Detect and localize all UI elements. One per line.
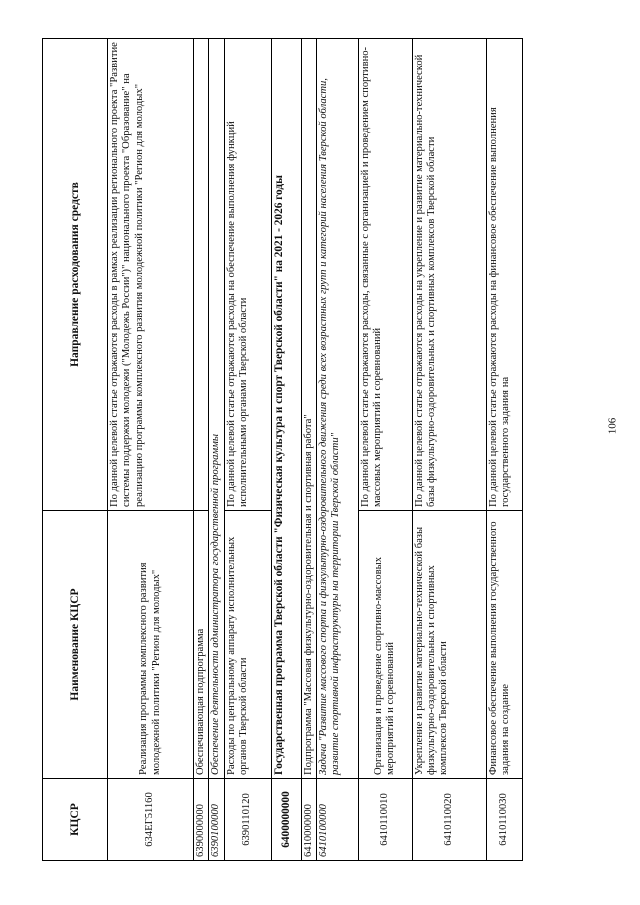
rotated-page-content [42, 39, 583, 861]
cell-direction: По данной целевой статье отражаются расходы на укрепление и развитие материально-технической базы физкультурно-оздоровительных и спортивных комплексов Тверской области [412, 39, 486, 511]
cell-code: 6410110020 [412, 779, 486, 861]
table-row [194, 39, 209, 861]
cell-code: 6390000000 [194, 779, 209, 861]
cell-name: Задача "Развитие массового спорта и физкультурно-оздоровительного движения среди всех возрастных групп и категорий населения Тверской области, развитие спортивной инфраструктуры на территории Тверской области" [316, 39, 358, 779]
cell-name: Расходы по центральному аппарату исполнительных органов Тверской области [224, 511, 271, 779]
header-code: КЦСР [43, 779, 108, 861]
cell-code: 6410110010 [358, 779, 412, 861]
cell-name: Организация и проведение спортивно-массовых мероприятий и соревнований [358, 511, 412, 779]
cell-code: 6410110030 [486, 779, 522, 861]
cell-code: 6410100000 [316, 779, 358, 861]
cell-name: Обеспечивающая подпрограмма [194, 511, 209, 779]
cell-direction: По данной целевой статье отражаются расходы, связанные с организацией и проведением спортивно-массовых мероприятий и соревнований [358, 39, 412, 511]
cell-direction: По данной целевой статье отражаются расходы на обеспечение выполнения функций исполнительными органами Тверской области [224, 39, 271, 511]
table-row [358, 39, 412, 861]
page-number: 106 [606, 417, 619, 435]
kcsr-table [42, 38, 523, 861]
cell-code: 6410000000 [301, 779, 316, 861]
table-row [271, 39, 301, 861]
cell-name: Укрепление и развитие материально-технической базы физкультурно-оздоровительных и спортивных комплексов Тверской области [412, 511, 486, 779]
table-row [301, 39, 316, 861]
table-row [412, 39, 486, 861]
cell-name: Государственная программа Тверской области "Физическая культура и спорт Тверской области" на 2021 - 2026 годы [271, 39, 301, 779]
header-direction: Направление расходования средств [43, 39, 108, 511]
header-name: Наименование КЦСР [43, 511, 108, 779]
table-row [486, 39, 522, 861]
cell-code: 6390100000 [209, 779, 224, 861]
table-row [108, 39, 194, 861]
cell-direction: По данной целевой статье отражаются расходы в рамках реализации регионального проекта "Развитие системы поддержки молодежи ("Молодежь России")" национального проекта "Образование" на реализацию программы комплексного развития молодежной политики "Регион для молодых" [108, 39, 194, 511]
table-header-row [43, 39, 108, 861]
cell-name: Обеспечение деятельности администратора государственной программы [209, 39, 224, 779]
cell-code: 6400000000 [271, 779, 301, 861]
cell-name: Финансовое обеспечение выполнения государственного задания на создание [486, 511, 522, 779]
cell-code: 634ЕГ51160 [108, 779, 194, 861]
table-row [209, 39, 224, 861]
cell-name: Реализация программы комплексного развития молодежной политики "Регион для молодых" [108, 511, 194, 779]
cell-direction: По данной целевой статье отражаются расходы на финансовое обеспечение выполнения государственного задания на [486, 39, 522, 511]
cell-direction [194, 39, 209, 511]
cell-name: Подпрограмма "Массовая физкультурно-оздоровительная и спортивная работа" [301, 39, 316, 779]
table-row [316, 39, 358, 861]
cell-code: 6390110120 [224, 779, 271, 861]
table-row [224, 39, 271, 861]
